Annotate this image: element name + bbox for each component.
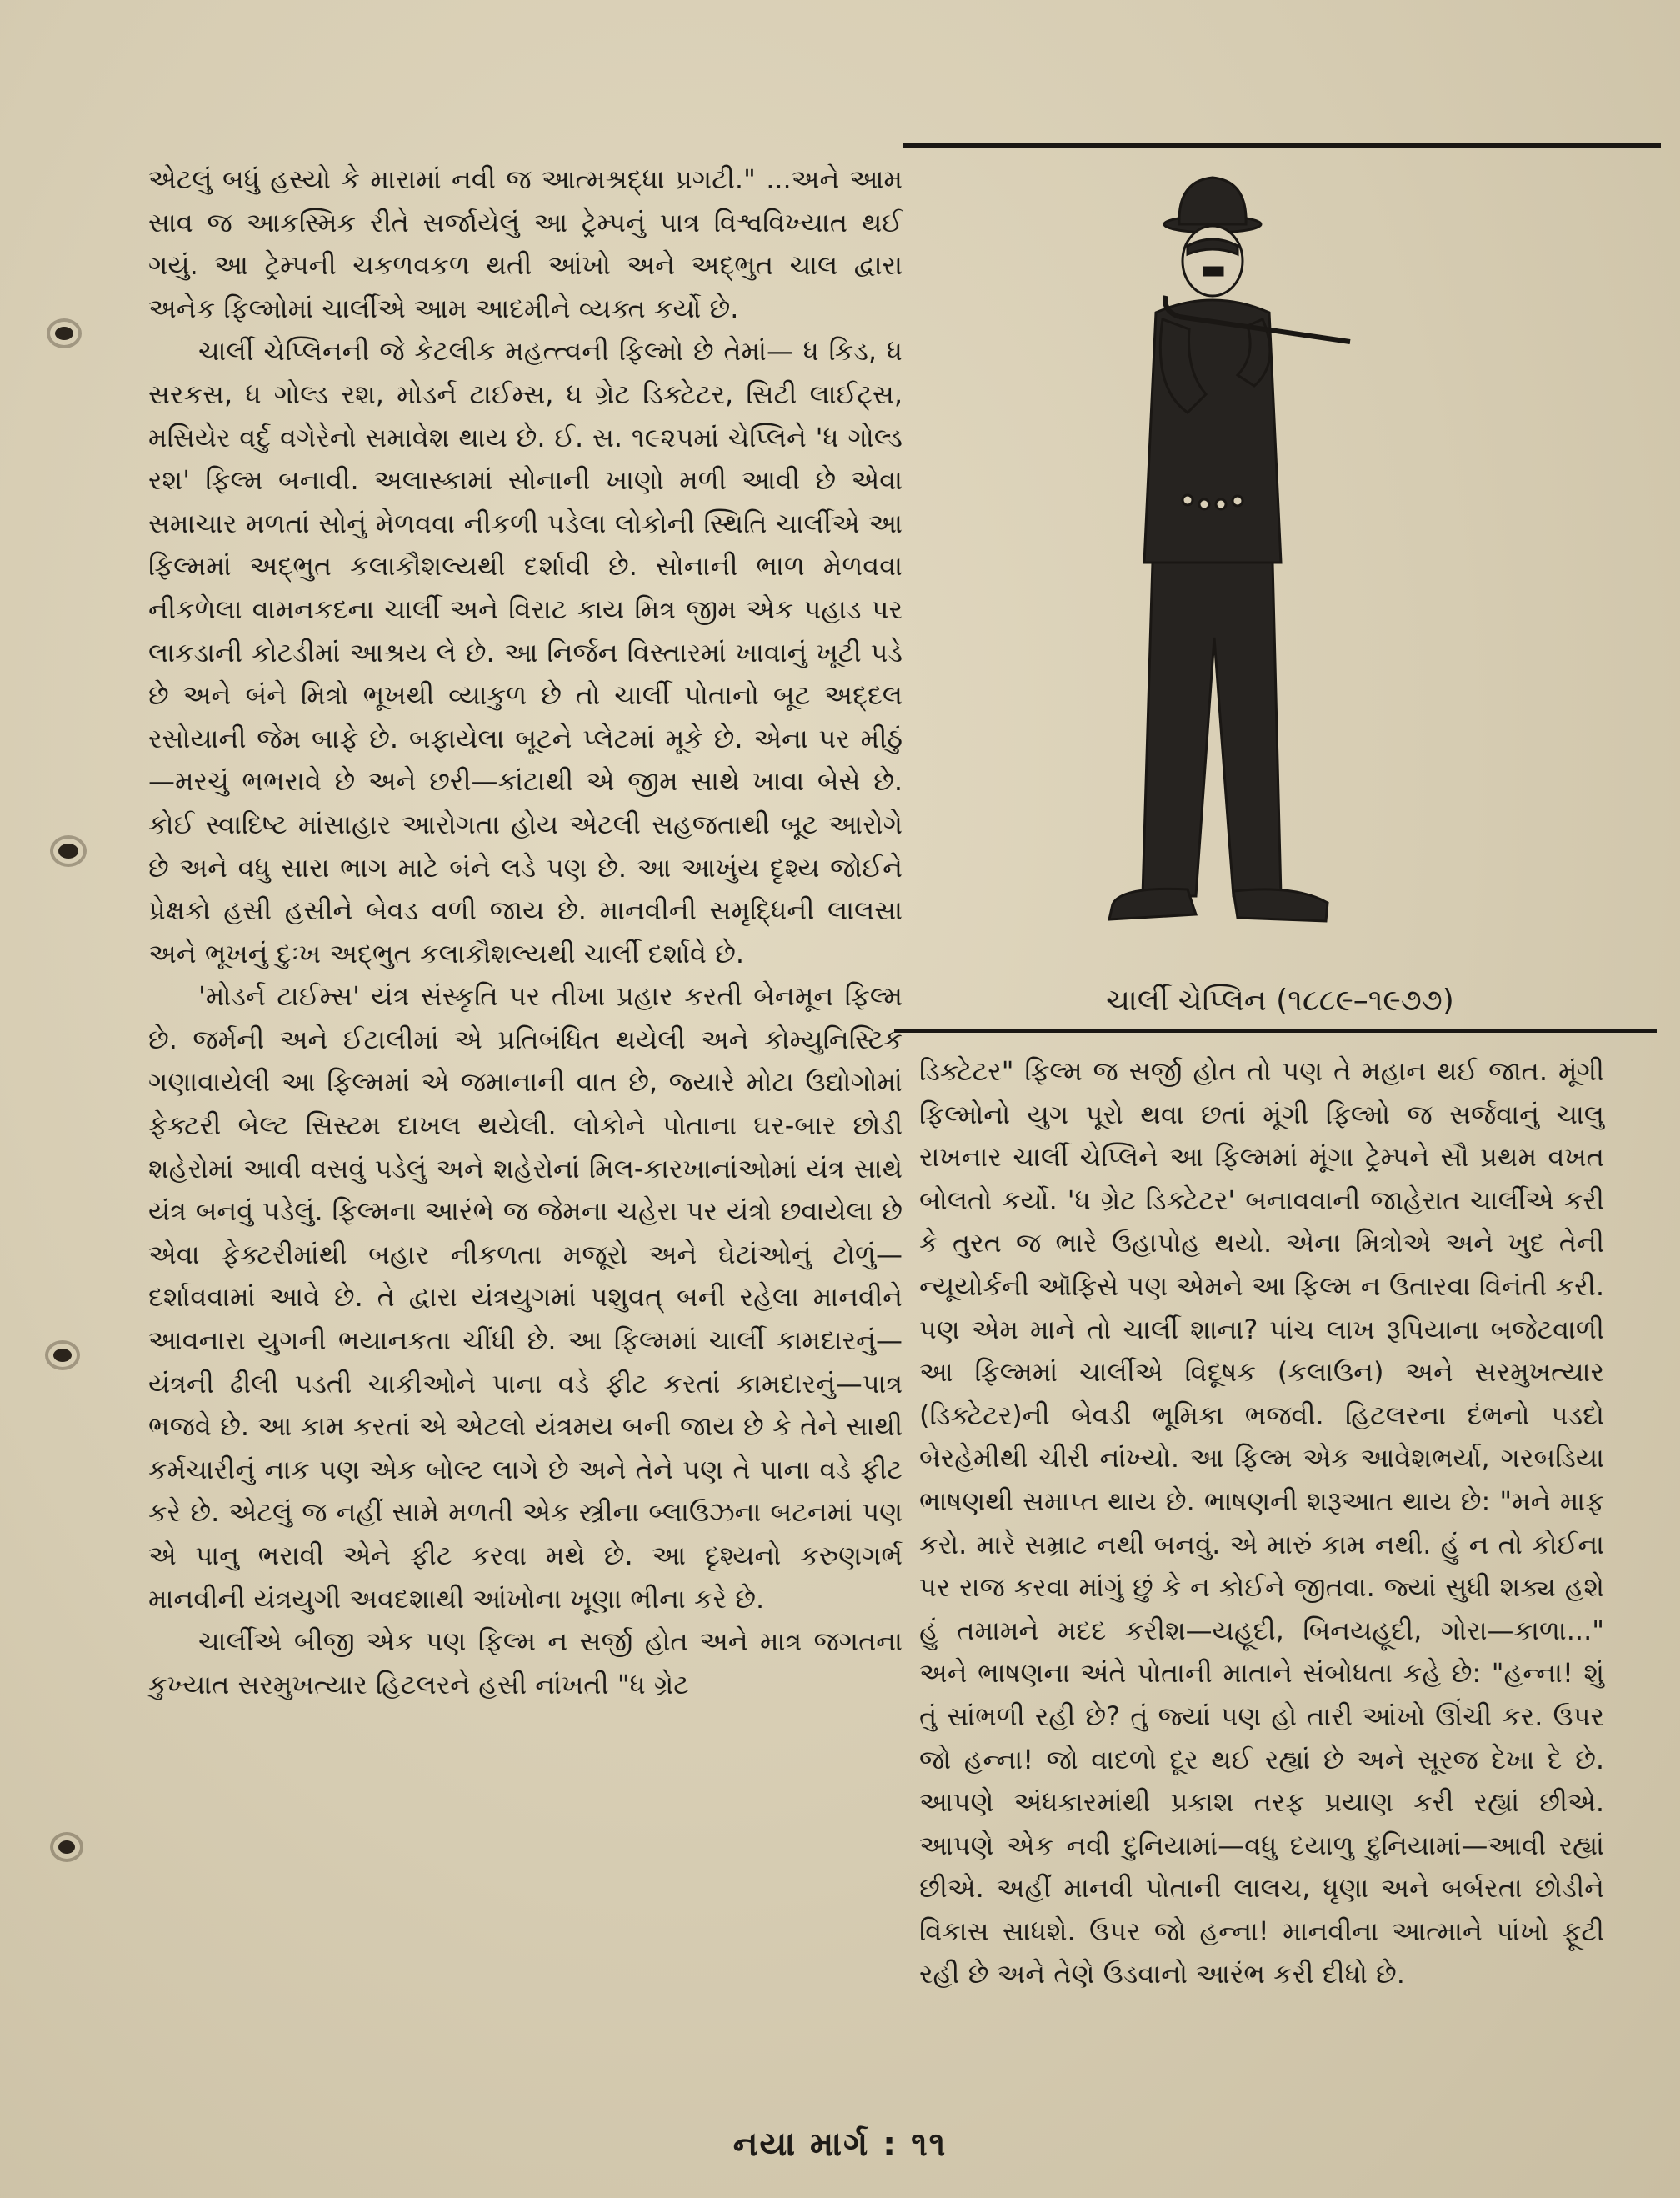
caption-rule <box>894 1029 1657 1033</box>
paragraph: ડિક્ટેટર" ફિલ્મ જ સર્જી હોત તો પણ તે મહાન થઈ જાત. મૂંગી ફિલ્મોનો યુગ પૂરો થવા છતાં મૂંગી ફિલ્મો જ સર્જવાનું ચાલુ રાખનાર ચાર્લી ચેપ્લિને આ ફિલ્મમાં મૂંગા ટ્રેમ્પને સૌ પ્રથમ વખત બોલતો કર્યો. 'ધ ગ્રેટ ડિક્ટેટર' બનાવવાની જાહેરાત ચાર્લીએ કરી કે તુરત જ ભારે ઉહાપોહ થયો. એના મિત્રોએ અને ખુદ તેની ન્યૂયોર્કની ઑફિસે પણ એમને આ ફિલ્મ ન ઉતારવા વિનંતી કરી. પણ એમ માને તો ચાર્લી શાના? પાંચ લાખ રૂપિયાના બજેટવાળી આ ફિલ્મમાં ચાર્લીએ વિદૂષક (કલાઉન) અને સરમુખત્યાર (ડિક્ટેટર)ની બેવડી ભૂમિકા ભજવી. હિટલરના દંભનો પડદો બેરહેમીથી ચીરી નાંખ્યો. આ ફિલ્મ એક આવેશભર્યા, ગરબડિયા ભાષણથી સમાપ્ત થાય છે. ભાષણની શરૂઆત થાય છે: "મને માફ કરો. મારે સમ્રાટ નથી બનવું. એ મારું કામ નથી. હું ન તો કોઈના પર રાજ કરવા માંગું છું કે ન કોઈને જીતવા. જ્યાં સુધી શક્ય હશે હું તમામને મદદ કરીશ—યહૂદી, બિનયહૂદી, ગોરા—કાળા..." અને ભાષણના અંતે પોતાની માતાને સંબોધતા કહે છે: "હન્ના! શું તું સાંભળી રહી છે? તું જ્યાં પણ હો તારી આંખો ઊંચી કર. ઉપર જો હન્ના! જો વાદળો દૂર થઈ રહ્યાં છે અને સૂરજ દેખા દે છે. આપણે અંધકારમાંથી પ્રકાશ તરફ પ્રયાણ કરી રહ્યાં છીએ. આપણે એક નવી દુનિયામાં—વધુ દયાળુ દુનિયામાં—આવી રહ્યાં છીએ. અહીં માનવી પોતાની લાલચ, ધૃણા અને બર્બરતા છોડીને વિકાસ સાધશે. ઉપર જો હન્ના! માનવીના આત્માને પાંખો ફૂટી રહી છે અને તેણે ઉડવાનો આરંભ કરી દીધો છે. <box>919 1055 1604 1990</box>
figure-caption: ચાર્લી ચેપ્લિન (૧૮૮૯–૧૯૭૭) <box>1106 984 1454 1018</box>
paragraph: ચાર્લીએ બીજી એક પણ ફિલ્મ ન સર્જી હોત અને માત્ર જગતના કુખ્યાત સરમુખત્યાર હિટલરને હસી નાંખતી "ધ ગ્રેટ <box>148 1625 902 1700</box>
right-column <box>919 1050 1604 1996</box>
binding-hole <box>58 1840 75 1854</box>
paragraph: 'મોડર્ન ટાઈમ્સ' યંત્ર સંસ્કૃતિ પર તીખા પ્રહાર કરતી બેનમૂન ફિલ્મ છે. જર્મની અને ઈટાલીમાં એ પ્રતિબંધિત થયેલી અને કોમ્યુનિસ્ટિક ગણાવાયેલી આ ફિલ્મમાં એ જમાનાની વાત છે, જ્યારે મોટા ઉદ્યોગોમાં ફેક્ટરી બેલ્ટ સિસ્ટમ દાખલ થયેલી. લોકોને પોતાના ઘર-બાર છોડી શહેરોમાં આવી વસવું પડેલું અને શહેરોનાં મિલ-કારખાનાંઓમાં યંત્ર સાથે યંત્ર બનવું પડેલું. ફિલ્મના આરંભે જ જેમના ચહેરા પર યંત્રો છવાયેલા છે એવા ફેક્ટરીમાંથી બહાર નીકળતા મજૂરો અને ઘેટાંઓનું ટોળું—દર્શાવવામાં આવે છે. તે દ્વારા યંત્રયુગમાં પશુવત્ બની રહેલા માનવીને આવનારા યુગની ભયાનકતા ચીંધી છે. આ ફિલ્મમાં ચાર્લી કામદારનું—યંત્રની ઢીલી પડતી ચાકીઓને પાના વડે ફીટ કરતાં કામદારનું—પાત્ર ભજવે છે. આ કામ કરતાં એ એટલો યંત્રમય બની જાય છે કે તેને સાથી કર્મચારીનું નાક પણ એક બોલ્ટ લાગે છે અને તેને પણ તે પાના વડે ફીટ કરે છે. એટલું જ નહીં સામે મળતી એક સ્ત્રીના બ્લાઉઝના બટનમાં પણ એ પાનુ ભરાવી એને ફીટ કરવા મથે છે. આ દૃશ્યનો કરુણગર્ભ માનવીની યંત્રયુગી અવદશાથી આંખોના ખૂણા ભીના કરે છે. <box>148 980 902 1615</box>
chaplin-illustration <box>1062 171 1362 954</box>
binding-hole <box>55 327 73 340</box>
page-footer: નયા માર્ગ : ૧૧ <box>732 2125 948 2164</box>
top-rule <box>902 143 1661 148</box>
paragraph: એટલું બધું હસ્યો કે મારામાં નવી જ આત્મશ્રદ્ધા પ્રગટી." ...અને આમ સાવ જ આકસ્મિક રીતે સર્જાયેલું આ ટ્રેમ્પનું પાત્ર વિશ્વવિખ્યાત થઈ ગયું. આ ટ્રેમ્પની ચકળવકળ થતી આંખો અને અદ્‌ભુત ચાલ દ્વારા અનેક ફિલ્મોમાં ચાર્લીએ આમ આદમીને વ્યક્ત કર્યો છે. <box>148 163 902 324</box>
binding-hole <box>58 844 78 859</box>
left-column <box>148 158 902 1706</box>
paragraph: ચાર્લી ચેપ્લિનની જે કેટલીક મહત્ત્વની ફિલ્મો છે તેમાં— ધ કિડ, ધ સરકસ, ધ ગોલ્ડ રશ, મોડર્ન ટાઈમ્સ, ધ ગ્રેટ ડિક્ટેટર, સિટી લાઈટ્સ, મસિયેર વર્દુ વગેરેનો સમાવેશ થાય છે. ઈ. સ. ૧૯૨૫માં ચેપ્લિને 'ધ ગોલ્ડ રશ' ફિલ્મ બનાવી. અલાસ્કામાં સોનાની ખાણો મળી આવી છે એવા સમાચાર મળતાં સોનું મેળવવા નીકળી પડેલા લોકોની સ્થિતિ ચાર્લીએ આ ફિલ્મમાં અદ્‌ભુત કલાકૌશલ્યથી દર્શાવી છે. સોનાની ભાળ મેળવવા નીકળેલા વામનકદના ચાર્લી અને વિરાટ કાય મિત્ર જીમ એક પહાડ પર લાકડાની કોટડીમાં આશ્રય લે છે. આ નિર્જન વિસ્તારમાં ખાવાનું ખૂટી પડે છે અને બંને મિત્રો ભૂખથી વ્યાકુળ છે તો ચાર્લી પોતાનો બૂટ અદ્દલ રસોયાની જેમ બાફે છે. બફાયેલા બૂટને પ્લેટમાં મૂકે છે. એના પર મીઠું—મરચું ભભરાવે છે અને છરી—કાંટાથી એ જીમ સાથે ખાવા બેસે છે. કોઈ સ્વાદિષ્ટ માંસાહાર આરોગતા હોય એટલી સહજતાથી બૂટ આરોગે છે અને વધુ સારા ભાગ માટે બંને લડે પણ છે. આ આખુંય દૃશ્ય જોઈને પ્રેક્ષકો હસી હસીને બેવડ વળી જાય છે. માનવીની સમૃદ્ધિની લાલસા અને ભૂખનું દુઃખ અદ્‌ભુત કલાકૌશલ્યથી ચાર્લી દર્શાવે છે. <box>148 335 902 969</box>
binding-hole <box>53 1349 72 1362</box>
